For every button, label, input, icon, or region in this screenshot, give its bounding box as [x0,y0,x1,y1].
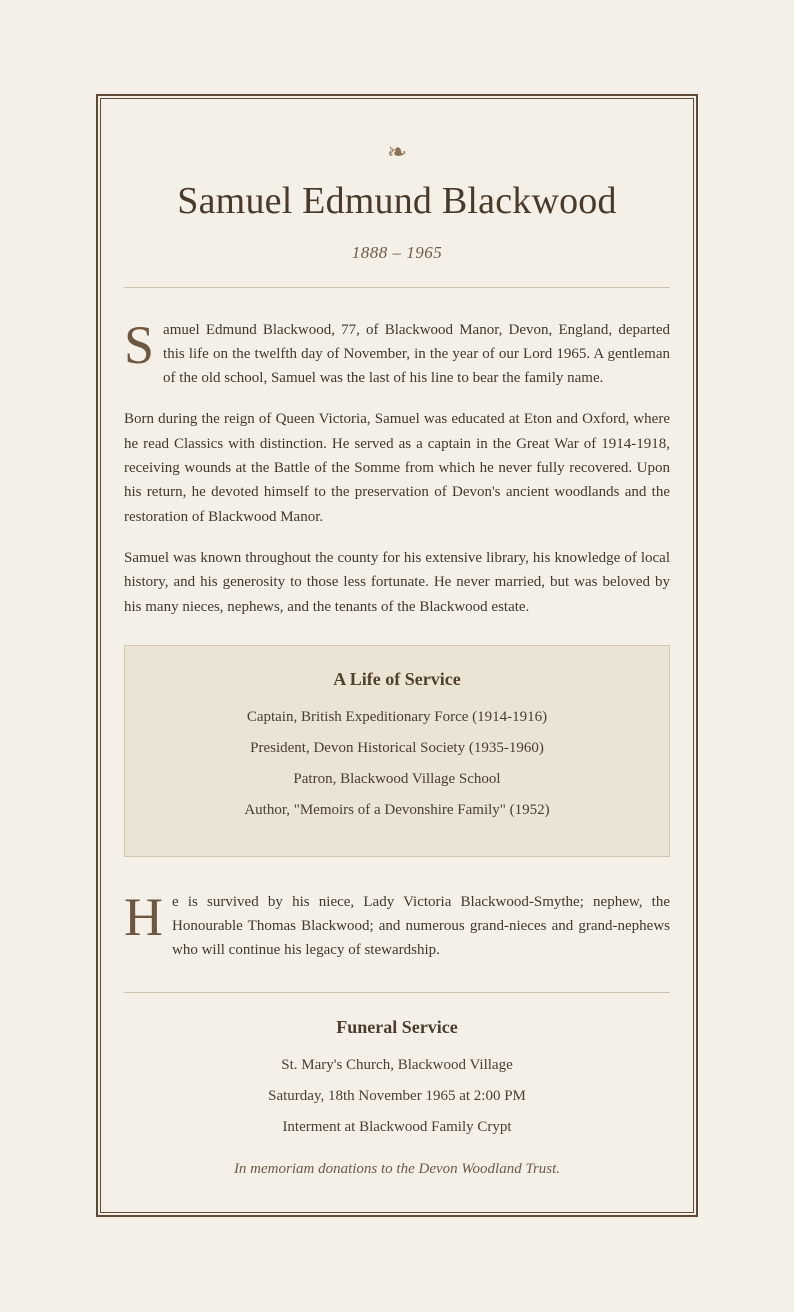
life-of-service-box [124,645,670,857]
obituary-paragraph-1 [124,314,670,391]
memorial-card-inner [100,98,694,1213]
obituary-paragraph-3: Samuel was known throughout the county for his extensive library, his knowledge of local history, and his generosity to those less fortunate. He never married, but was beloved by his many nieces, nephews, and the tenants of the Blackwood estate. [124,549,670,615]
fleuron-icon: ❧ [386,140,408,166]
memorial-title: Samuel Edmund Blackwood [177,180,617,222]
service-item: President, Devon Historical Society (1935-1960) [250,739,544,756]
service-box-heading: A Life of Service [333,668,461,689]
top-divider [124,287,670,288]
dropcap-s: S [124,314,155,375]
service-item: Author, "Memoirs of a Devonshire Family" (1952) [244,801,550,818]
obituary-body [124,314,670,619]
service-item: Captain, British Expeditionary Force (1914-1916) [246,708,548,725]
memoriam-note: In memoriam donations to the Devon Woodland Trust. [233,1160,561,1177]
funeral-service-section [124,1017,670,1178]
dropcap-h: H [124,886,163,947]
bottom-divider [124,992,670,993]
service-item: Patron, Blackwood Village School [293,770,501,787]
memorial-dates: 1888 – 1965 [351,242,443,262]
obituary-paragraph-4-text: e is survived by his niece, Lady Victoria Blackwood-Smythe; nephew, the Honourable Thomas Blackwood; and numerous grand-nieces and grand-nephews who will continue his legacy of stewardship. [172,893,670,959]
funeral-service-heading: Funeral Service [336,1016,458,1037]
funeral-detail-interment: Interment at Blackwood Family Crypt [282,1118,512,1135]
obituary-paragraph-1-text: amuel Edmund Blackwood, 77, of Blackwood Manor, Devon, England, departed this life on the twelfth day of November, in the year of our Lord 1965. A gentleman of the old school, Samuel was the last of his line to bear the family name. [163,321,670,387]
obituary-paragraph-2: Born during the reign of Queen Victoria, Samuel was educated at Eton and Oxford, where he read Classics with distinction. He served as a captain in the Great War of 1914-1918, receiving wounds at the Battle of the Somme from which he never fully recovered. Upon his return, he devoted himself to the preservation of Devon's ancient woodlands and the restoration of Blackwood Manor. [124,411,670,525]
funeral-detail-location: St. Mary's Church, Blackwood Village [281,1056,513,1073]
memorial-card [96,94,698,1217]
obituary-paragraph-4 [124,886,670,963]
funeral-detail-datetime: Saturday, 18th November 1965 at 2:00 PM [268,1087,526,1104]
survivors-section [124,886,670,963]
